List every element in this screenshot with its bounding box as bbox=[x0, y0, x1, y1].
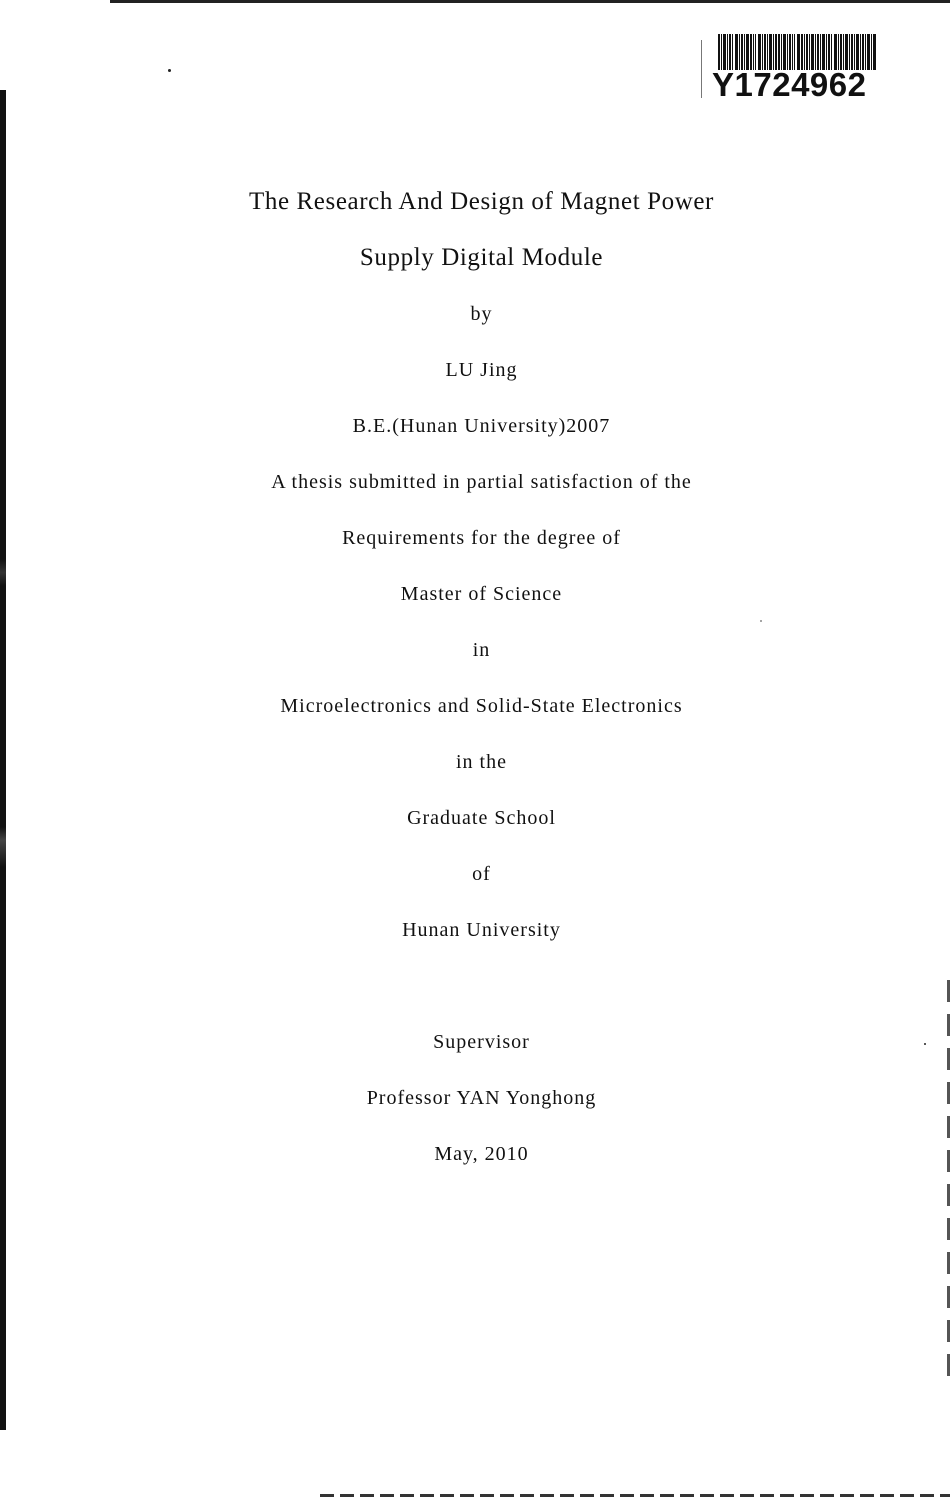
author-name: LU Jing bbox=[445, 359, 518, 381]
thesis-statement-line-1: A thesis submitted in partial satisfaction of the bbox=[271, 471, 692, 493]
school-name: Graduate School bbox=[407, 807, 556, 829]
degree-name: Master of Science bbox=[400, 583, 563, 605]
barcode bbox=[712, 34, 877, 101]
submission-date: May, 2010 bbox=[434, 1143, 529, 1165]
thesis-title-line-1: The Research And Design of Magnet Power bbox=[249, 188, 714, 215]
supervisor-name: Professor YAN Yonghong bbox=[366, 1087, 597, 1109]
thesis-statement-line-2: Requirements for the degree of bbox=[342, 527, 621, 549]
in-label: in bbox=[472, 639, 491, 661]
spacer bbox=[0, 958, 950, 1014]
supervisor-label: Supervisor bbox=[433, 1031, 530, 1053]
thesis-title-line-2: Supply Digital Module bbox=[359, 244, 604, 271]
scan-speck bbox=[168, 69, 171, 72]
university-name: Hunan University bbox=[402, 919, 561, 941]
title-page bbox=[0, 174, 950, 1182]
barcode-icon bbox=[718, 34, 876, 70]
by-label: by bbox=[470, 303, 493, 325]
scan-bottom-edge bbox=[320, 1494, 950, 1497]
field-of-study: Microelectronics and Solid-State Electronics bbox=[280, 695, 683, 717]
barcode-tick-mark bbox=[701, 40, 702, 98]
barcode-number: Y1724962 bbox=[712, 66, 867, 103]
previous-degree: B.E.(Hunan University)2007 bbox=[352, 415, 611, 437]
scan-top-edge bbox=[110, 0, 950, 3]
of-label: of bbox=[472, 863, 491, 885]
in-the-label: in the bbox=[456, 751, 507, 773]
